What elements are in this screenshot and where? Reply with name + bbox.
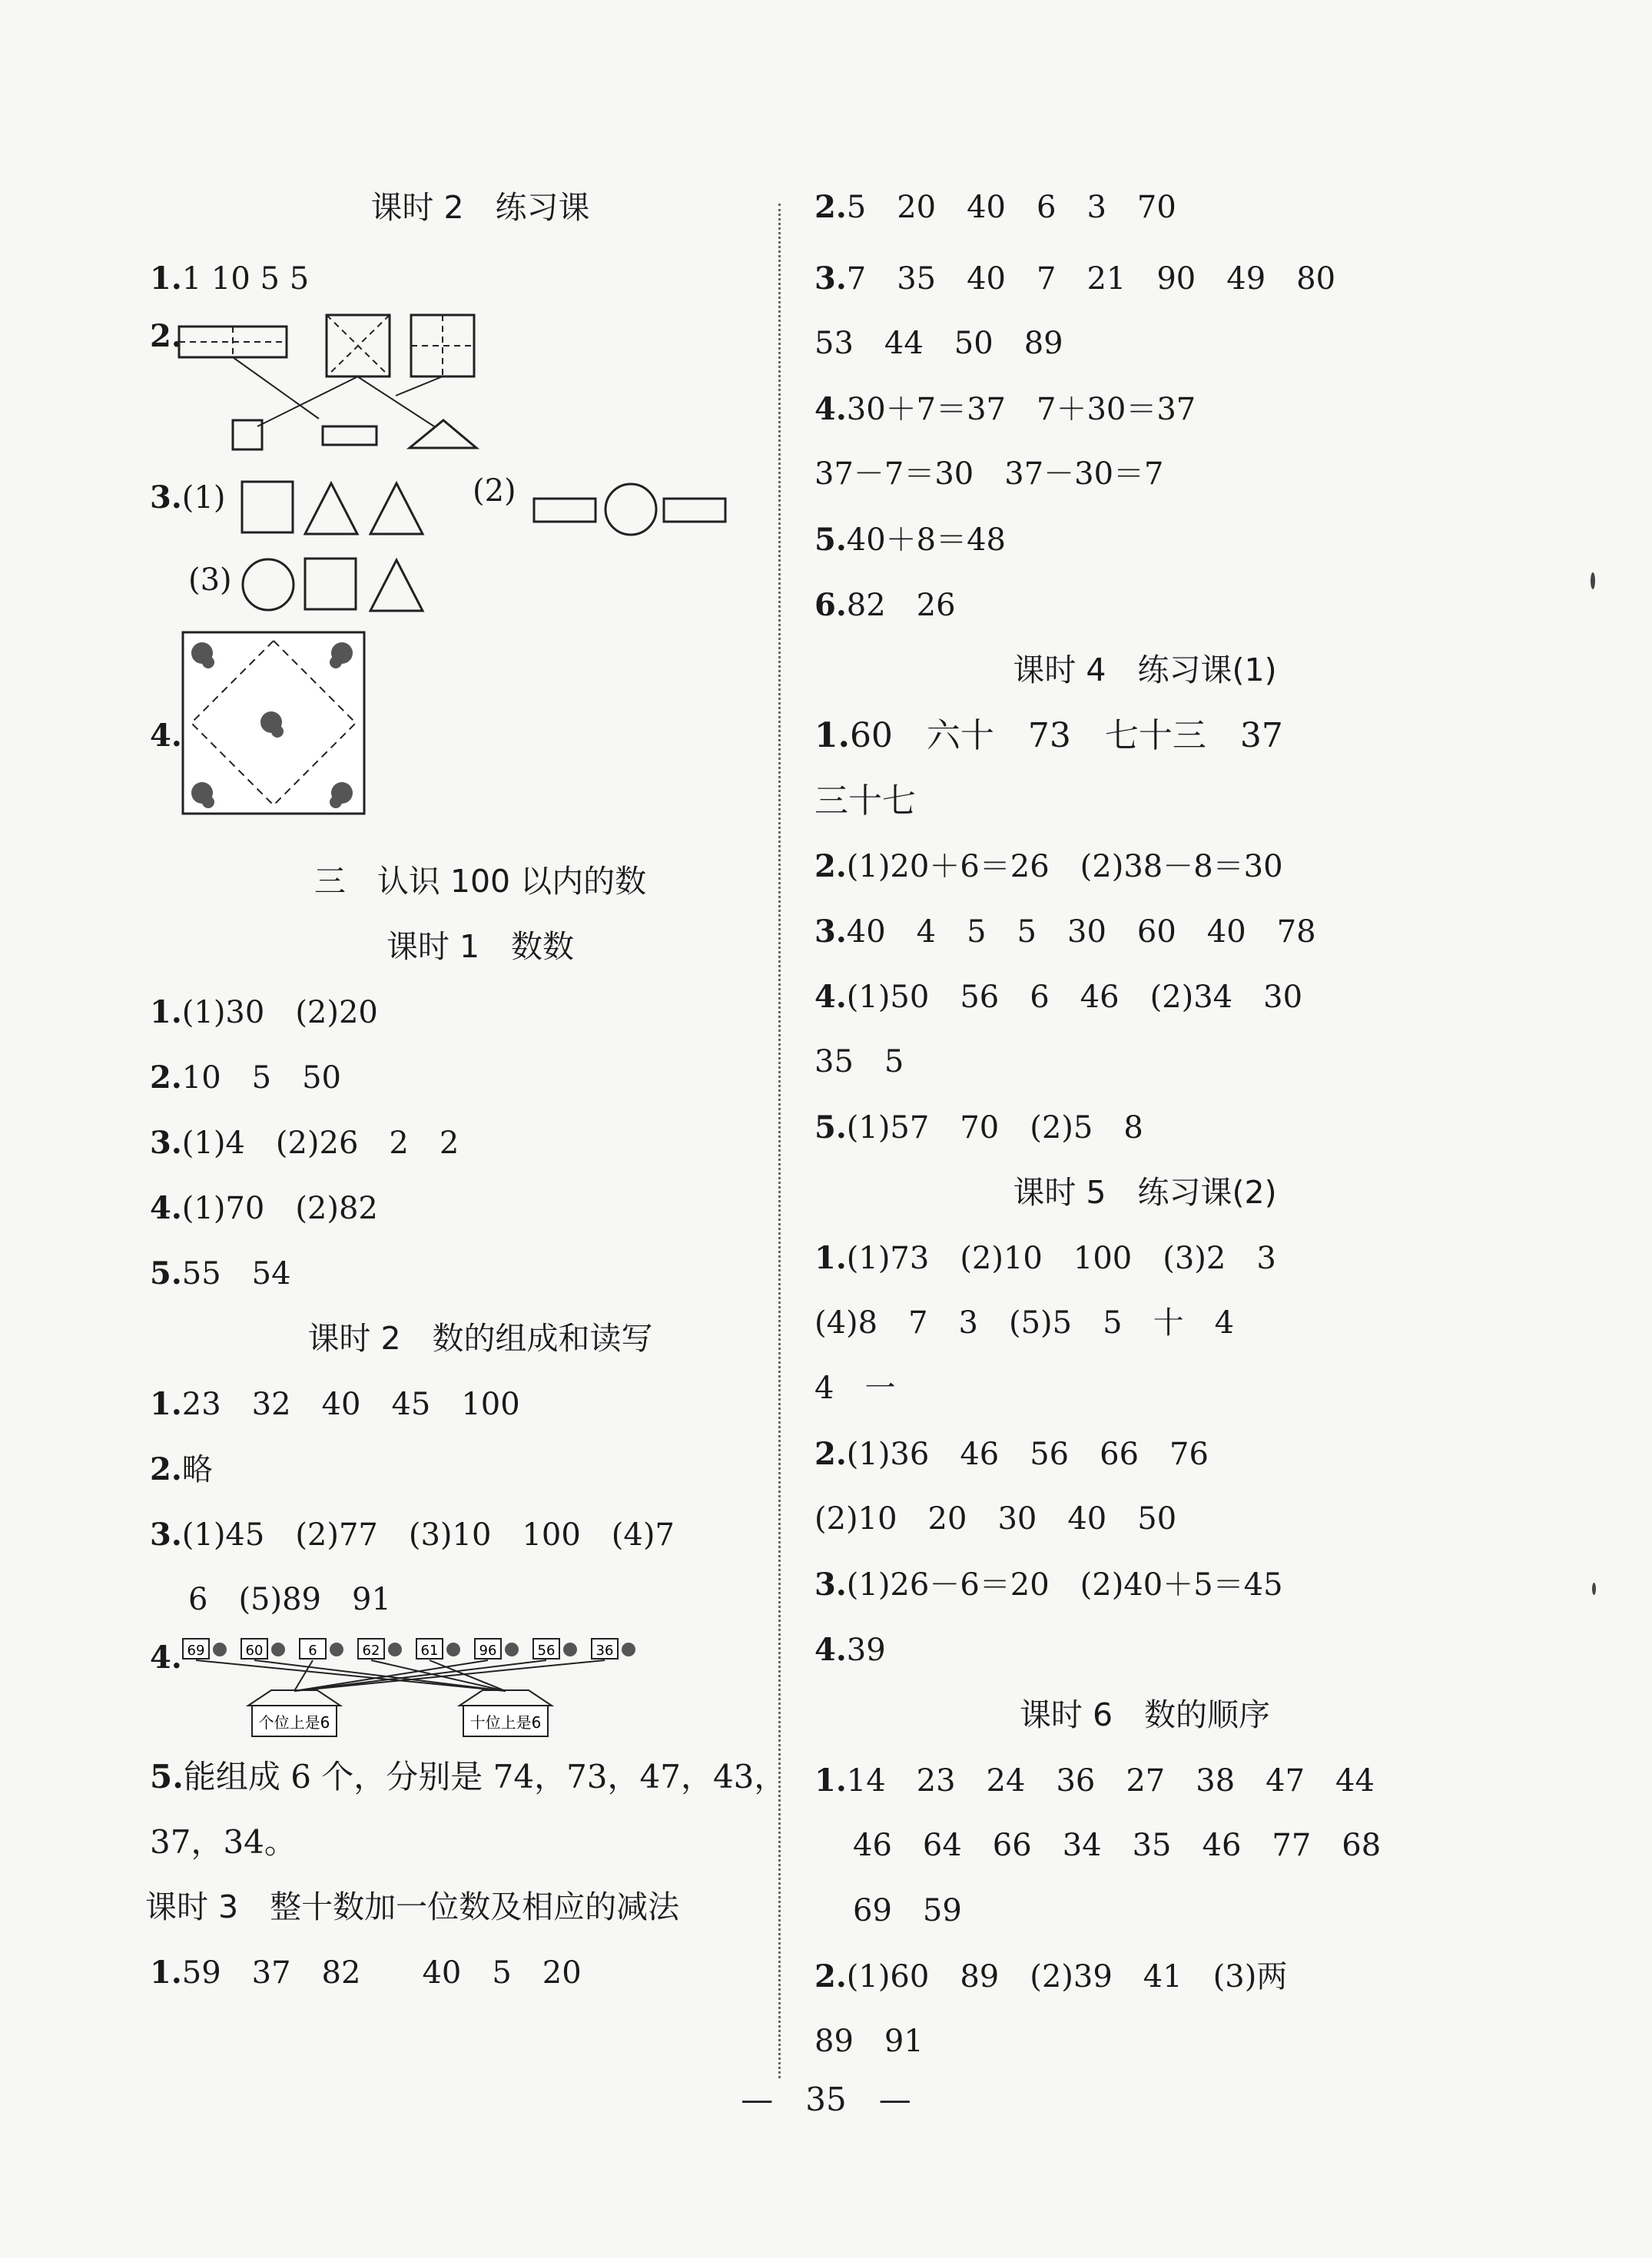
- answer-line: 69 59: [853, 1893, 962, 1928]
- square-shape: [304, 555, 365, 617]
- answer-line: [150, 1744, 811, 1809]
- answer-line: [814, 964, 1475, 1030]
- question-number: 1.: [150, 994, 182, 1030]
- number-card-label: 62: [362, 1643, 380, 1659]
- answer-line: [814, 246, 1475, 311]
- answer-line: [814, 1748, 1475, 1813]
- circle-shape: [603, 480, 665, 542]
- match-line: [294, 1660, 605, 1691]
- left-column: [145, 184, 811, 2005]
- question-number: 1.: [814, 716, 850, 755]
- dog-square-diagram: [181, 630, 373, 822]
- triangle-shape: [369, 555, 430, 617]
- question-number: 2.: [150, 318, 182, 354]
- lesson-title: 课时 2 数的组成和读写: [307, 1320, 653, 1357]
- right-column: [814, 184, 1475, 2074]
- number-card-label: 60: [245, 1643, 264, 1659]
- answer-line: [150, 1175, 811, 1241]
- answer-line: [150, 1045, 811, 1110]
- answer-text: (1)4 (2)26 2 2: [181, 1126, 459, 1161]
- question-number: 3.: [814, 1567, 847, 1603]
- answer-text: (1)45 (2)77 (3)10 100 (4)7: [181, 1517, 675, 1553]
- answer-text: 60 六十 73 七十三 37: [849, 716, 1283, 755]
- carrot-icon: [388, 1643, 402, 1656]
- question-number: 3.: [150, 479, 182, 516]
- rectangle-shape: [662, 497, 731, 528]
- question-number: 2.: [150, 1451, 182, 1487]
- answer-line: [814, 1095, 1475, 1160]
- house-label-ones: 个位上是6: [258, 1713, 330, 1732]
- answer-text: 7 35 40 7 21 90 49 80: [846, 261, 1336, 297]
- question-number: 4.: [814, 979, 847, 1015]
- answer-text: 1 10 5 5: [181, 261, 310, 297]
- answer-line: [814, 703, 1475, 768]
- answer-line: 46 64 66 34 35 46 77 68: [853, 1828, 1382, 1863]
- question-number: 5.: [814, 522, 847, 558]
- part-label: (2): [473, 473, 516, 509]
- triangle-shape: [369, 480, 430, 542]
- question-number: 1.: [814, 1762, 847, 1799]
- part-label: (3): [188, 562, 232, 598]
- answer-text: 40 4 5 5 30 60 40 78: [846, 914, 1316, 950]
- house-label-tens: 十位上是6: [469, 1713, 542, 1732]
- answer-text: 23 32 40 45 100: [181, 1387, 520, 1422]
- question-number: 1.: [150, 1386, 182, 1422]
- answer-line: [814, 1421, 1475, 1487]
- answer-line: [150, 465, 225, 530]
- q2-matching-figure: [150, 311, 811, 465]
- answer-line: [150, 246, 811, 311]
- answer-line: [150, 1437, 811, 1502]
- answer-text: 略: [181, 1452, 213, 1487]
- answer-line: [814, 507, 1475, 572]
- answer-line: [150, 1241, 811, 1306]
- circle-shape: [241, 555, 302, 617]
- answer-line: [814, 1617, 1475, 1683]
- question-number: 1.: [150, 1955, 182, 1991]
- question-number: 2.: [150, 1059, 182, 1096]
- carrot-icon: [213, 1643, 227, 1656]
- question-number: 6.: [814, 587, 847, 623]
- lesson-title: 课时 6 数的顺序: [1019, 1696, 1271, 1733]
- answer-line: [814, 1552, 1475, 1617]
- question-number: 5.: [814, 1109, 847, 1146]
- answer-text: 39: [846, 1633, 886, 1668]
- answer-line: [814, 1225, 1475, 1291]
- triangle-shape: [304, 480, 365, 542]
- answer-line: [814, 1944, 1475, 2009]
- question-number: 5.: [150, 1255, 182, 1291]
- answer-text: 14 23 24 36 27 38 47 44: [846, 1763, 1375, 1799]
- answer-text: (1)50 56 6 46 (2)34 30: [846, 980, 1303, 1015]
- number-card-label: 6: [308, 1643, 317, 1659]
- answer-line: [150, 1110, 811, 1175]
- answer-line: [814, 376, 1475, 442]
- question-number: 4.: [814, 1632, 847, 1668]
- question-number: 2.: [814, 848, 847, 884]
- carrot-icon: [271, 1643, 285, 1656]
- answer-text: 能组成 6 个，分别是 74，73，47，43，: [183, 1758, 787, 1795]
- answer-text: 59 37 82 40 5 20: [181, 1955, 582, 1991]
- answer-line: [150, 1371, 811, 1437]
- answer-text: 82 26: [846, 588, 956, 623]
- answer-line: [814, 834, 1475, 899]
- answer-text: 40＋8＝48: [846, 522, 1007, 558]
- carrot-icon: [446, 1643, 460, 1656]
- scan-mark: [1591, 572, 1595, 589]
- answer-text: 30＋7＝37 7＋30＝37: [846, 392, 1196, 427]
- answer-line: 37－7＝30 37－30＝7: [814, 456, 1164, 492]
- answer-text: (1)60 89 (2)39 41 (3)两: [846, 1959, 1288, 1994]
- lesson-title: 课时 1 数数: [386, 928, 575, 965]
- answer-line: 37，34。: [150, 1823, 297, 1861]
- answer-text: (1)26－6＝20 (2)40＋5＝45: [846, 1567, 1283, 1603]
- answer-line: [150, 1502, 811, 1567]
- number-card-label: 36: [595, 1643, 614, 1659]
- lesson-title: 课时 3 整十数加一位数及相应的减法: [145, 1888, 680, 1925]
- carrot-icon: [563, 1643, 577, 1656]
- question-number: 1.: [150, 260, 182, 297]
- lesson-title: 课时 4 练习课(1): [1013, 652, 1277, 688]
- q4-house-matching: [150, 1633, 811, 1744]
- number-cards: [183, 1639, 635, 1659]
- q4-square-figure: [150, 626, 811, 841]
- answer-text: 10 5 50: [181, 1060, 342, 1096]
- page-number: — 35 —: [741, 2081, 911, 2118]
- answer-text: (1)30 (2)20: [181, 995, 378, 1030]
- section-title: 课时 2 练习课: [370, 189, 590, 226]
- number-card-label: 69: [187, 1643, 205, 1659]
- number-card-label: 61: [420, 1643, 439, 1659]
- answer-line: 4 一: [814, 1371, 896, 1406]
- answer-line: [814, 899, 1475, 964]
- question-number: 4.: [150, 718, 182, 754]
- answer-line: [814, 572, 1475, 638]
- question-number: 1.: [814, 1240, 847, 1276]
- answer-line: 6 (5)89 91: [188, 1582, 391, 1617]
- question-number: 5.: [150, 1758, 184, 1795]
- answer-line: 三十七: [814, 781, 916, 821]
- answer-line: 89 91: [814, 2024, 924, 2059]
- question-number: 4.: [814, 391, 847, 427]
- unit-title: 三 认识 100 以内的数: [313, 863, 647, 900]
- match-line: [294, 1660, 546, 1691]
- rectangle-shape: [532, 497, 602, 528]
- part-label: (1): [181, 480, 226, 516]
- question-number: 2.: [814, 189, 847, 225]
- carrot-icon: [505, 1643, 519, 1656]
- scan-mark: [1592, 1583, 1596, 1595]
- number-house-diagram: [179, 1633, 763, 1744]
- answer-text: (1)73 (2)10 100 (3)2 3: [846, 1241, 1276, 1276]
- question-number: 2.: [814, 1958, 847, 1994]
- answer-line: (4)8 7 3 (5)5 5 十 4: [814, 1305, 1235, 1341]
- number-card-label: 96: [479, 1643, 497, 1659]
- lesson-title: 课时 5 练习课(2): [1013, 1174, 1277, 1211]
- answer-line: [814, 184, 1475, 246]
- answer-text: (1)20＋6＝26 (2)38－8＝30: [846, 849, 1283, 884]
- answer-text: (1)70 (2)82: [181, 1191, 378, 1226]
- answer-line: 35 5: [814, 1044, 904, 1079]
- answer-line: 53 44 50 89: [814, 326, 1063, 361]
- question-number: 3.: [150, 1125, 182, 1161]
- question-number: 2.: [814, 1436, 847, 1472]
- question-number: 4.: [150, 1190, 182, 1226]
- answer-line: [150, 980, 811, 1045]
- answer-text: (1)36 46 56 66 76: [846, 1437, 1209, 1472]
- answer-text: 5 20 40 6 3 70: [846, 190, 1176, 225]
- number-card-label: 56: [537, 1643, 556, 1659]
- carrot-icon: [622, 1643, 635, 1656]
- question-number: 3.: [150, 1517, 182, 1553]
- shape-matching-diagram: [165, 311, 595, 465]
- question-number: 4.: [150, 1640, 182, 1676]
- question-number: 3.: [814, 913, 847, 950]
- answer-line: (2)10 20 30 40 50: [814, 1501, 1177, 1537]
- q3-shapes: [150, 465, 811, 598]
- question-number: 3.: [814, 260, 847, 297]
- carrot-icon: [330, 1643, 343, 1656]
- answer-line: [150, 1940, 811, 2005]
- answer-text: 55 54: [181, 1256, 291, 1291]
- answer-text: (1)57 70 (2)5 8: [846, 1110, 1143, 1146]
